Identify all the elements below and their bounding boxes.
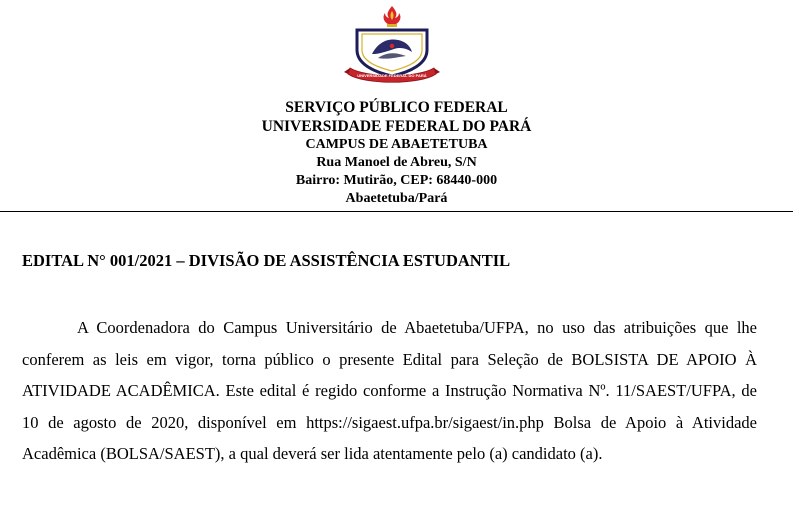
letterhead-city: Abaetetuba/Pará xyxy=(345,191,448,206)
ufpa-coat-of-arms-icon xyxy=(342,2,442,88)
body-paragraph: A Coordenadora do Campus Universitário de Abaetetuba/UFPA, no uso das atribuições que lhe conferem as leis em vigor, torna público o presente Edital para Seleção de BOLSISTA DE APOIO À ATIVIDADE ACADÊMICA. Este edital é regido conforme a Instrução Normativa Nº. 11/SAEST/UFPA, de 10 de agosto de 2020, disponível em https://sigaest.ufpa.br/sigaest/in.php Bolsa de Apoio à Atividade Acadêmica (BOLSA/SAEST), a qual deverá ser lida atentamente pelo (a) candidato (a). xyxy=(22,318,757,464)
letterhead-campus: CAMPUS DE ABAETETUBA xyxy=(305,137,488,152)
letterhead-service: SERVIÇO PÚBLICO FEDERAL xyxy=(285,99,508,116)
letterhead-district: Bairro: Mutirão, CEP: 68440-000 xyxy=(295,173,498,188)
letterhead-street: Rua Manoel de Abreu, S/N xyxy=(316,155,477,170)
letterhead xyxy=(0,98,793,208)
logo-banner-text: UNIVERSIDADE FEDERAL DO PARÁ xyxy=(357,73,427,78)
letterhead-university: UNIVERSIDADE FEDERAL DO PARÁ xyxy=(261,118,532,135)
document-title: EDITAL N° 001/2021 – DIVISÃO DE ASSISTÊNCIA ESTUDANTIL xyxy=(22,251,511,270)
header-divider xyxy=(0,211,793,212)
